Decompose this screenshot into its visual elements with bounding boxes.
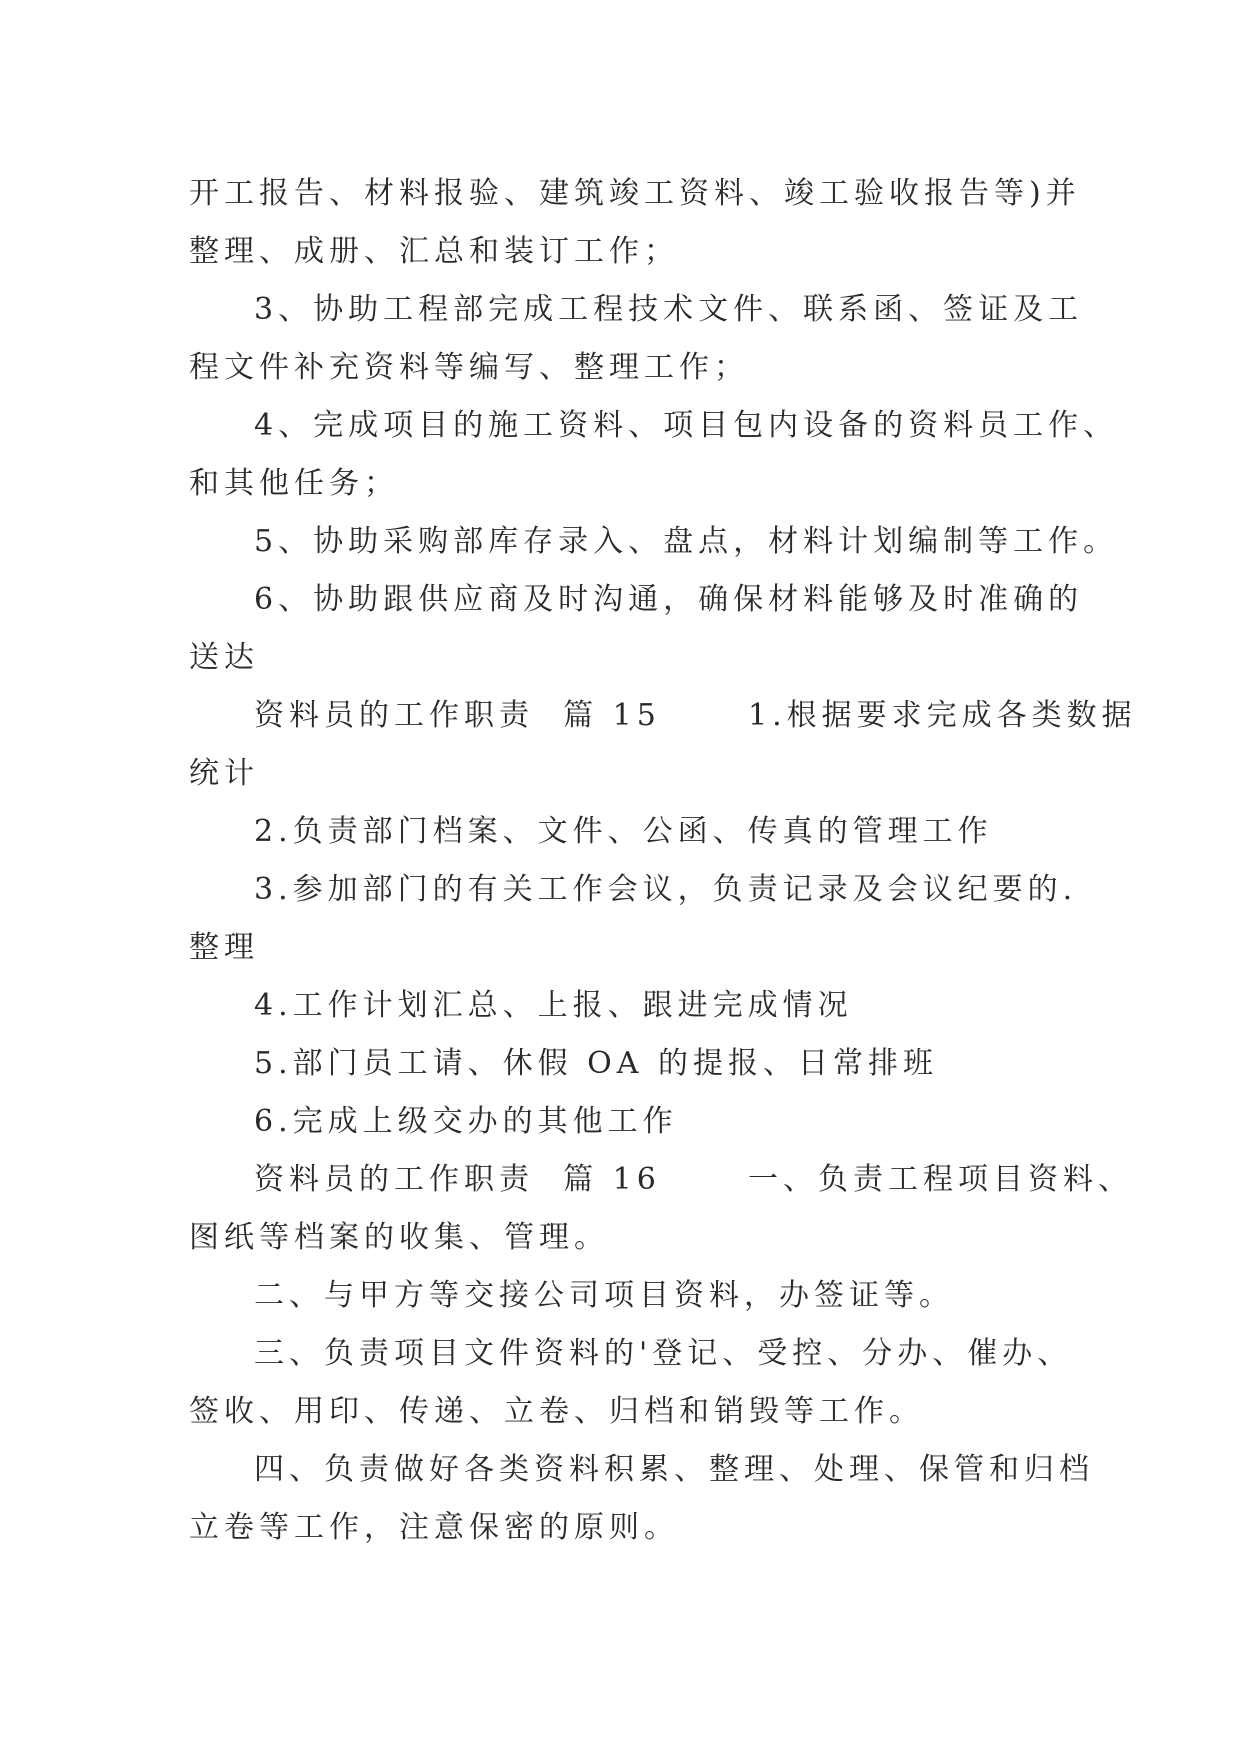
text-line: 程文件补充资料等编写、整理工作； xyxy=(189,350,749,385)
text-line: 图纸等档案的收集、管理。 xyxy=(189,1220,609,1255)
text-line: 立卷等工作，注意保密的原则。 xyxy=(189,1510,679,1545)
document-body xyxy=(189,165,1137,1557)
text-line: 签收、用印、传递、立卷、归档和销毁等工作。 xyxy=(189,1394,924,1429)
section-heading-line: 资料员的工作职责 篇 16 一、负责工程项目资料、 xyxy=(254,1162,1133,1197)
text-line: 开工报告、材料报验、建筑竣工资料、竣工验收报告等)并 xyxy=(189,176,1081,211)
text-line: 5.部门员工请、休假 OA 的提报、日常排班 xyxy=(254,1046,938,1081)
text-line: 送达 xyxy=(189,640,259,675)
text-line: 3.参加部门的有关工作会议，负责记录及会议纪要的. xyxy=(254,872,1078,907)
text-line: 6.完成上级交办的其他工作 xyxy=(254,1104,678,1139)
text-line: 整理、成册、汇总和装订工作； xyxy=(189,234,679,269)
text-line: 3、协助工程部完成工程技术文件、联系函、签证及工 xyxy=(254,292,1084,327)
text-line: 5、协助采购部库存录入、盘点，材料计划编制等工作。 xyxy=(254,524,1119,559)
text-line: 二、与甲方等交接公司项目资料，办签证等。 xyxy=(254,1278,954,1313)
text-line: 统计 xyxy=(189,756,259,791)
section-heading-line: 资料员的工作职责 篇 15 1.根据要求完成各类数据 xyxy=(254,698,1137,733)
text-line: 4、完成项目的施工资料、项目包内设备的资料员工作、 xyxy=(254,408,1119,443)
text-line: 6、协助跟供应商及时沟通，确保材料能够及时准确的 xyxy=(254,582,1084,617)
text-line: 和其他任务； xyxy=(189,466,399,501)
text-line: 整理 xyxy=(189,930,259,965)
text-line: 三、负责项目文件资料的'登记、受控、分办、催办、 xyxy=(254,1336,1073,1371)
text-line: 2.负责部门档案、文件、公函、传真的管理工作 xyxy=(254,814,993,849)
text-line: 4.工作计划汇总、上报、跟进完成情况 xyxy=(254,988,853,1023)
text-line: 四、负责做好各类资料积累、整理、处理、保管和归档 xyxy=(254,1452,1094,1487)
